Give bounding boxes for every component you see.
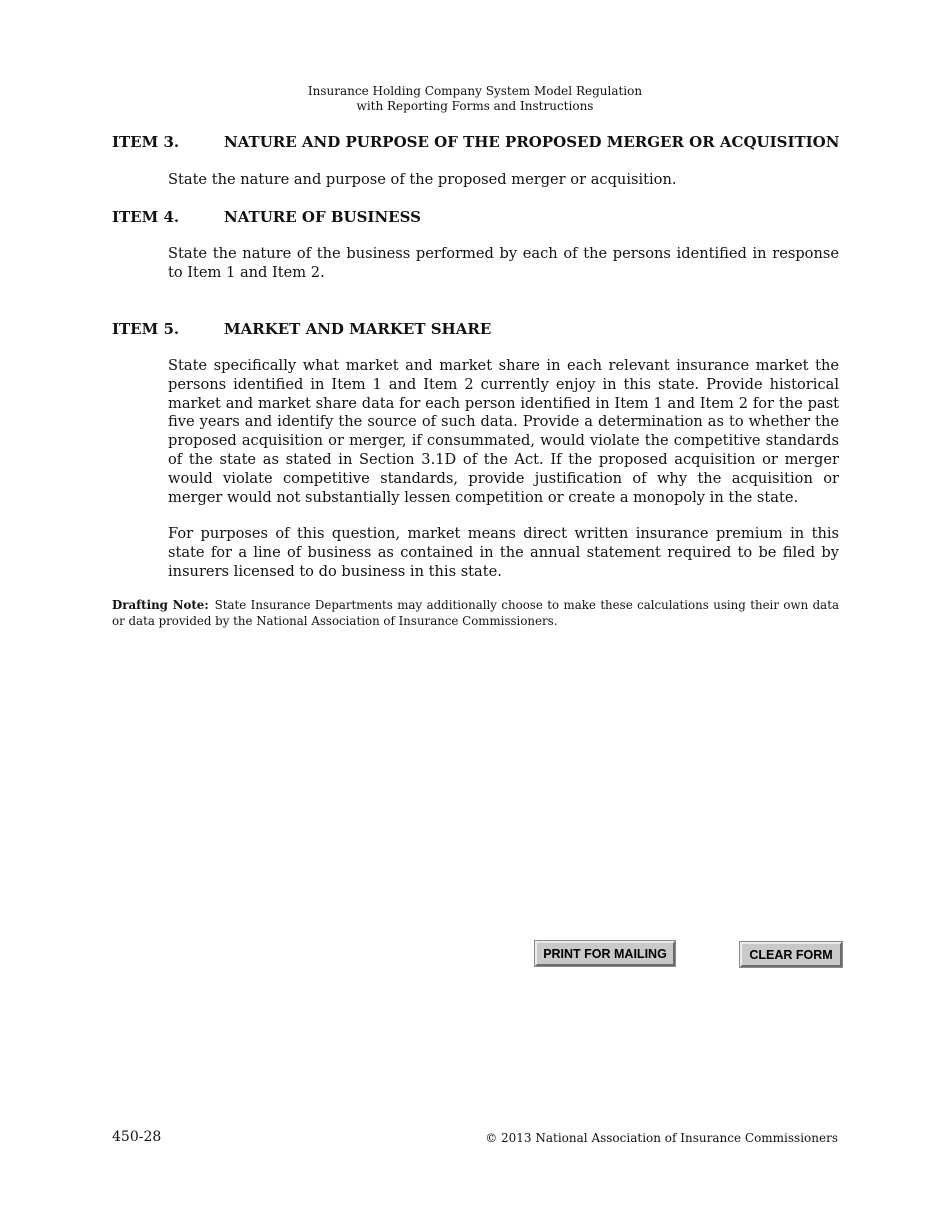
item-3-title: NATURE AND PURPOSE OF THE PROPOSED MERGER OR ACQUISITION [224,133,840,151]
item-3-paragraph: State the nature and purpose of the proposed merger or acquisition. [168,171,677,188]
header-subtitle: with Reporting Forms and Instructions [356,99,594,113]
item-3-heading [112,133,839,151]
drafting-note [112,598,839,629]
item-5-paragraph-1: State specifically what market and market share in each relevant insurance market the persons identified in Item 1 and Item 2 currently enjoy in this state. Provide historical market and market share data for each person identified in Item 1 and Item 2 for the past five years and identify the source of such data. Provide a determination as to whether the proposed acquisition or merger, if consummated, would violate the competitive standards of the state as stated in Section 3.1D of the Act. If the proposed acquisition or merger would violate competitive standards, provide justification of why the acquisition or merger would not substantially lessen competition or create a monopoly in the state. [168,357,839,506]
item-5-paragraph-2: For purposes of this question, market means direct written insurance premium in this state for a line of business as contained in the annual statement required to be filed by insurers licensed to do business in this state. [168,525,839,580]
header-title: Insurance Holding Company System Model Regulation [307,84,643,98]
copyright-notice: © 2013 National Association of Insurance Commissioners [485,1131,838,1145]
page-number: 450-28 [112,1129,162,1145]
item-5-heading [112,320,491,338]
clear-form-button[interactable]: CLEAR FORM [740,942,842,967]
item-5-title: MARKET AND MARKET SHARE [224,320,492,338]
drafting-note-label: Drafting Note: [112,598,209,612]
item-4-title: NATURE OF BUSINESS [224,208,421,226]
item-4-number: ITEM 4. [112,208,180,226]
item-4-paragraph: State the nature of the business performed by each of the persons identified in response to Item 1 and Item 2. [168,245,839,281]
item-4-heading [112,208,421,226]
drafting-note-text: State Insurance Departments may additionally choose to make these calculations using their own data or data provided by the National Association of Insurance Commissioners. [112,598,839,628]
running-header [0,84,950,114]
item-3-number: ITEM 3. [112,133,180,151]
item-5-number: ITEM 5. [112,320,180,338]
print-for-mailing-button[interactable]: PRINT FOR MAILING [535,941,675,966]
